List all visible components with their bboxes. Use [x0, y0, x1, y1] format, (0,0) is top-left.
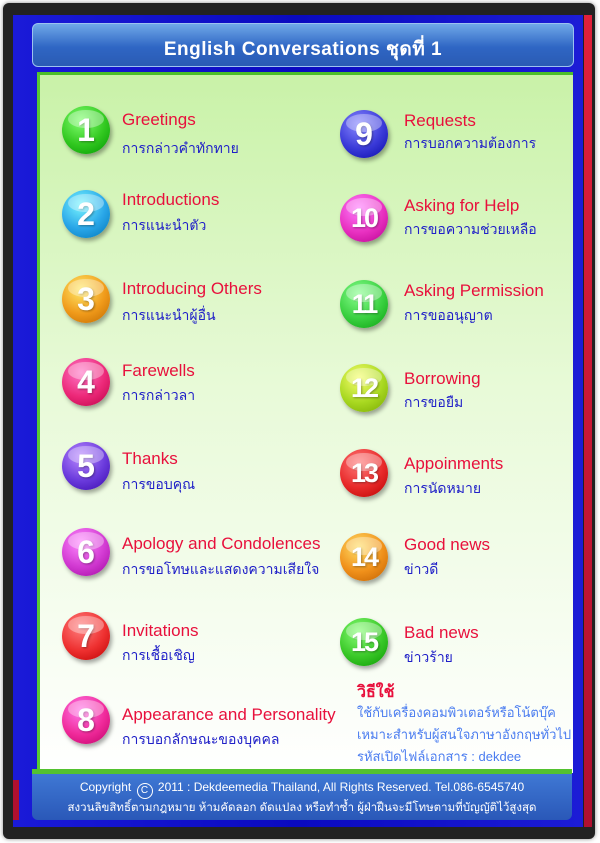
topic-number-badge-1: 1	[62, 106, 110, 154]
topic-number-badge-13: 13	[340, 449, 388, 497]
topic-number-badge-15: 15	[340, 618, 388, 666]
content-panel	[37, 72, 573, 773]
topic-title-14[interactable]: Good news	[404, 535, 490, 554]
how-to-use-title: วิธีใช้	[357, 684, 395, 701]
topic-thai-title-12: การขอยืม	[404, 394, 464, 410]
topic-title-6[interactable]: Apology and Condolences	[122, 534, 321, 553]
how-to-use-line-1: ใช้กับเครื่องคอมพิวเตอร์หรือโน้ตบุ๊ค	[357, 705, 556, 720]
topic-title-10[interactable]: Asking for Help	[404, 196, 520, 215]
copyright-label: Copyright	[79, 780, 132, 794]
topic-title-1[interactable]: Greetings	[122, 110, 196, 129]
topic-thai-title-1: การกล่าวคำทักทาย	[122, 140, 239, 156]
copyright-notice: สงวนลิขสิทธิ์ตามกฎหมาย ห้ามคัดลอก ดัดแปลง หรือทำซ้ำ ผู้ฝ่าฝืนจะมีโทษตามที่บัญญัติไว้สูงสุด	[67, 802, 537, 814]
topic-thai-title-13: การนัดหมาย	[404, 480, 482, 496]
topic-title-12[interactable]: Borrowing	[404, 369, 481, 388]
topic-number-badge-5: 5	[62, 442, 110, 490]
topic-thai-title-4: การกล่าวลา	[122, 387, 196, 403]
topic-thai-title-9: การบอกความต้องการ	[404, 135, 537, 151]
topic-title-2[interactable]: Introductions	[122, 190, 220, 209]
topic-number-badge-7: 7	[62, 612, 110, 660]
left-red-strip	[13, 780, 19, 820]
topic-number-badge-12: 12	[340, 364, 388, 412]
footer-bar	[32, 774, 572, 820]
topic-number-badge-4: 4	[62, 358, 110, 406]
copyright-symbol-icon: C	[137, 783, 153, 799]
topic-title-5[interactable]: Thanks	[122, 449, 178, 468]
topic-thai-title-7: การเชื้อเชิญ	[122, 647, 195, 663]
how-to-use-line-2: เหมาะสำหรับผู้สนใจภาษาอังกฤษทั่วไป	[357, 727, 572, 742]
page-title: English Conversations ชุดที่ 1	[163, 39, 443, 60]
topic-title-9[interactable]: Requests	[404, 111, 476, 130]
topic-thai-title-10: การขอความช่วยเหลือ	[404, 221, 537, 237]
right-red-strip	[584, 15, 592, 827]
topic-thai-title-8: การบอกลักษณะของบุคคล	[122, 731, 280, 747]
topic-title-3[interactable]: Introducing Others	[122, 279, 262, 298]
topic-number-badge-9: 9	[340, 110, 388, 158]
topic-title-7[interactable]: Invitations	[122, 621, 199, 640]
copyright-line	[32, 780, 572, 799]
topic-thai-title-6: การขอโทษและแสดงความเสียใจ	[122, 561, 320, 577]
topic-number-badge-6: 6	[62, 528, 110, 576]
topic-thai-title-5: การขอบคุณ	[122, 476, 196, 492]
topic-thai-title-15: ข่าวร้าย	[404, 649, 453, 665]
title-banner	[32, 23, 574, 67]
topic-number-badge-14: 14	[340, 533, 388, 581]
topic-title-13[interactable]: Appoinments	[404, 454, 504, 473]
copyright-text: 2011 : Dekdeemedia Thailand, All Rights Reserved. Tel.086-6545740	[157, 780, 525, 794]
topic-title-4[interactable]: Farewells	[122, 361, 195, 380]
how-to-use-line-3: รหัสเปิดไฟล์เอกสาร : dekdee	[357, 749, 522, 764]
topic-title-15[interactable]: Bad news	[404, 623, 479, 642]
topic-number-badge-2: 2	[62, 190, 110, 238]
topic-thai-title-11: การขออนุญาต	[404, 307, 493, 323]
topic-number-badge-11: 11	[340, 280, 388, 328]
topic-number-badge-10: 10	[340, 194, 388, 242]
topic-title-11[interactable]: Asking Permission	[404, 281, 544, 300]
topic-thai-title-3: การแนะนำผู้อื่น	[122, 307, 216, 323]
topic-title-8[interactable]: Appearance and Personality	[122, 705, 336, 724]
topic-thai-title-2: การแนะนำตัว	[122, 217, 207, 233]
topic-thai-title-14: ข่าวดี	[404, 561, 439, 577]
topic-number-badge-8: 8	[62, 696, 110, 744]
topic-number-badge-3: 3	[62, 275, 110, 323]
